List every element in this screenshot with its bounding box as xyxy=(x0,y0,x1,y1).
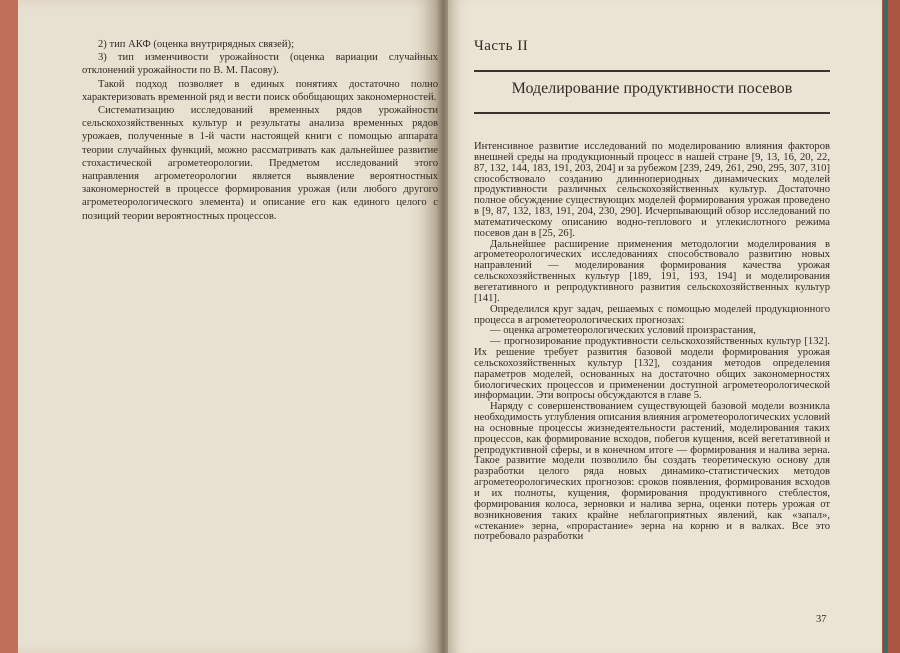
title-rule-top xyxy=(474,70,830,72)
right-page-text xyxy=(474,142,830,543)
part-title: Часть II xyxy=(474,38,529,54)
right-paragraph: Дальнейшее расширение применения методологии моделирования в агрометеорологических исследованиях способствовало развитию новых направлений — моделирования формирования качества урожая сельскохозяйственных культур [189, 191, 193, 194] и моделирования вегетативного и репродуктивного развития сельскохозяйственных культур [141]. xyxy=(474,238,830,304)
right-paragraph: Интенсивное развитие исследований по моделированию влияния факторов внешней среды на продукционный процесс в нашей стране [9, 13, 16, 20, 22, 87, 132, 144, 183, 191, 203, 204] и за рубежом [239, 249, 261, 290, 295, 307, 310] способствовало созданию длиннопериодных динамических моделей продуктивности различных сельскохозяйственных культур. Достаточно полное обсуждение существующих моделей формирования урожая проведено в [9, 87, 132, 183, 191, 204, 230, 290]. Исчерпывающий обзор исследований по математическому описанию водно-теплового и углекислотного режима посевов дан в [25, 26]. xyxy=(474,141,830,239)
cover-band xyxy=(883,0,888,653)
left-paragraph: 3) тип изменчивости урожайности (оценка вариации случайных отклонений урожайности по В. М. Пасову). xyxy=(82,52,438,77)
right-paragraph: Наряду с совершенствованием существующей базовой модели возникла необходимость углубления описания влияния агрометеорологических условий на основные процессы жизнедеятельности растений, моделирования таких процессов, как формирование всходов, побегов кущения, всей вегетативной и репродуктивной сферы, и в конечном итоге — формирования и налива зерна. Такое развитие модели позволило бы создать теоретическую основу для разработки целого ряда новых динамико-статистических методов агрометеорологических прогнозов: сроков появления, формирования всходов и их полноты, кущения, формирования продуктивного стеблестоя, формирования колоса, зерновки и налива зерна, оценки потерь урожая от возникновения таких крайне неблагоприятных явлений, как «запал», «стекание» зерна, «прорастание» зерна на корню и в валках. Все это потребовало разработки xyxy=(474,401,830,543)
chapter-title: Моделирование продуктивности посевов xyxy=(511,80,793,97)
page-number: 37 xyxy=(816,614,827,625)
title-rule-bottom xyxy=(474,112,830,114)
left-paragraph: 2) тип АКФ (оценка внутрирядных связей); xyxy=(98,39,295,50)
book-cover-right-edge xyxy=(880,0,900,653)
right-list-item: — прогнозирование продуктивности сельскохозяйственных культур [132]. Их решение требует развития базовой модели формирования урожая сельскохозяйственных культур [132], создания методов определения параметров моделей, основанных на достаточно общих закономерностях биологических процессов и применении доступной агрометеорологической информации. Эти вопросы обсуждаются в главе 5. xyxy=(474,336,830,402)
right-paragraph: Определился круг задач, решаемых с помощью моделей продукционного процесса в агрометеорологических прогнозах: xyxy=(474,303,830,326)
left-paragraph: Такой подход позволяет в единых понятиях достаточно полно характеризовать временной ряд и вести поиск обобщающих закономерностей. xyxy=(82,78,438,103)
left-paragraph: Систематизацию исследований временных рядов урожайности сельскохозяйственных культур и результаты анализа временных рядов урожаев, полученные в 1-й части настоящей книги с помощью аппарата теории случайных функций, можно рассматривать как дальнейшее развитие стохастической агрометеорологии. Предметом исследований этого направления агрометеорологии является выявление вероятностных закономерностей в процессе формирования урожая (или любого другого агрометеорологического элемента) и описание его как единого целого с позиций теории вероятностных процессов. xyxy=(82,105,438,222)
right-list-item: — оценка агрометеорологических условий произрастания, xyxy=(490,325,756,337)
left-page-text xyxy=(82,38,438,223)
